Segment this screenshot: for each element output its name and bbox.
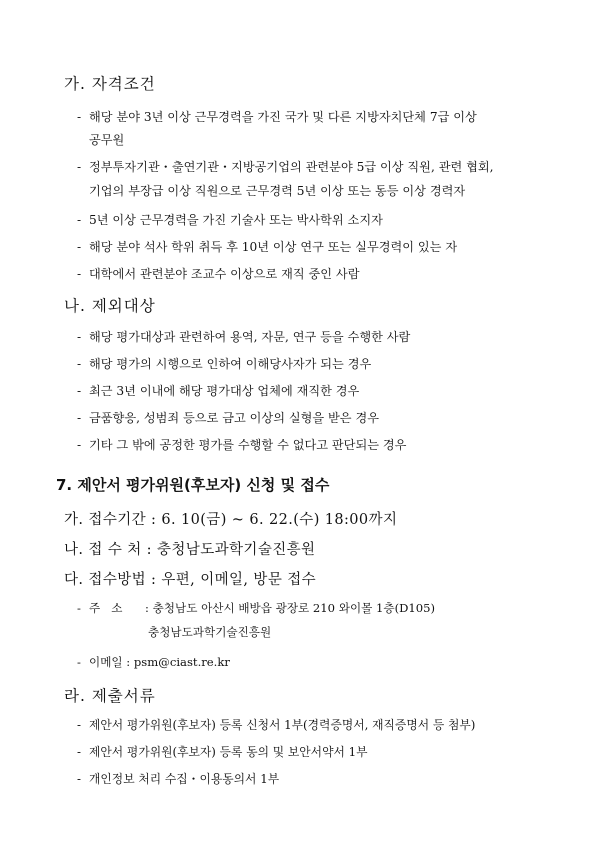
qualification-item-1: - 해당 분야 3년 이상 근무경력을 가진 국가 및 다른 지방자치단체 7급 이상 xyxy=(77,110,477,124)
submission-place: 나. 접 수 처 : 충청남도과학기술진흥원 xyxy=(64,542,316,558)
exclusions-heading: 나. 제외대상 xyxy=(64,297,156,315)
section7-title: 7. 제안서 평가위원(후보자) 신청 및 접수 xyxy=(56,476,330,494)
qualification-item-2: - 정부투자기관・출연기관・지방공기업의 관련분야 5급 이상 직원, 관련 협회, xyxy=(77,160,494,174)
submission-method: 다. 접수방법 : 우편, 이메일, 방문 접수 xyxy=(64,572,317,588)
qualifications-heading: 가. 자격조건 xyxy=(64,75,156,93)
email-label: 이메일 xyxy=(89,655,123,669)
exclusion-item-1: - 해당 평가대상과 관련하여 용역, 자문, 연구 등을 수행한 사람 xyxy=(77,330,411,344)
submission-period: 가. 접수기간 : 6. 10(금) ~ 6. 22.(수) 18:00까지 xyxy=(64,512,398,528)
exclusion-item-2: - 해당 평가의 시행으로 인하여 이해당사자가 되는 경우 xyxy=(77,357,372,371)
address-line: - 주 소 : 충청남도 아산시 배방읍 광장로 210 와이몰 1층(D105) xyxy=(77,601,436,615)
qualification-item-4: - 해당 분야 석사 학위 취득 후 10년 이상 연구 또는 실무경력이 있는 자 xyxy=(77,240,458,254)
exclusion-item-5: - 기타 그 밖에 공정한 평가를 수행할 수 없다고 판단되는 경우 xyxy=(77,438,407,452)
address-value: : 충청남도 아산시 배방읍 광장로 210 와이몰 1층(D105) xyxy=(145,601,436,615)
email-value: : psm@ciast.re.kr xyxy=(126,655,230,669)
exclusion-item-4: - 금품향응, 성범죄 등으로 금고 이상의 실형을 받은 경우 xyxy=(77,411,380,425)
email-line: - 이메일 : psm@ciast.re.kr xyxy=(77,655,230,669)
qualification-item-5: - 대학에서 관련분야 조교수 이상으로 재직 중인 사람 xyxy=(77,267,360,281)
document-item-3: - 개인정보 처리 수집・이용동의서 1부 xyxy=(77,772,280,786)
document-item-1: - 제안서 평가위원(후보자) 등록 신청서 1부(경력증명서, 재직증명서 등 첨부) xyxy=(77,718,476,732)
qualification-item-1-cont: 공무원 xyxy=(89,133,125,147)
qualification-item-3: - 5년 이상 근무경력을 가진 기술사 또는 박사학위 소지자 xyxy=(77,213,383,227)
address-line-2: 충청남도과학기술진흥원 xyxy=(148,625,272,639)
exclusion-item-3: - 최근 3년 이내에 해당 평가대상 업체에 재직한 경우 xyxy=(77,384,360,398)
documents-heading: 라. 제출서류 xyxy=(64,687,156,705)
qualification-item-2-cont: 기업의 부장급 이상 직원으로 근무경력 5년 이상 또는 동등 이상 경력자 xyxy=(89,184,466,198)
document-item-2: - 제안서 평가위원(후보자) 등록 동의 및 보안서약서 1부 xyxy=(77,745,368,759)
address-label: 주 소 xyxy=(89,601,123,615)
